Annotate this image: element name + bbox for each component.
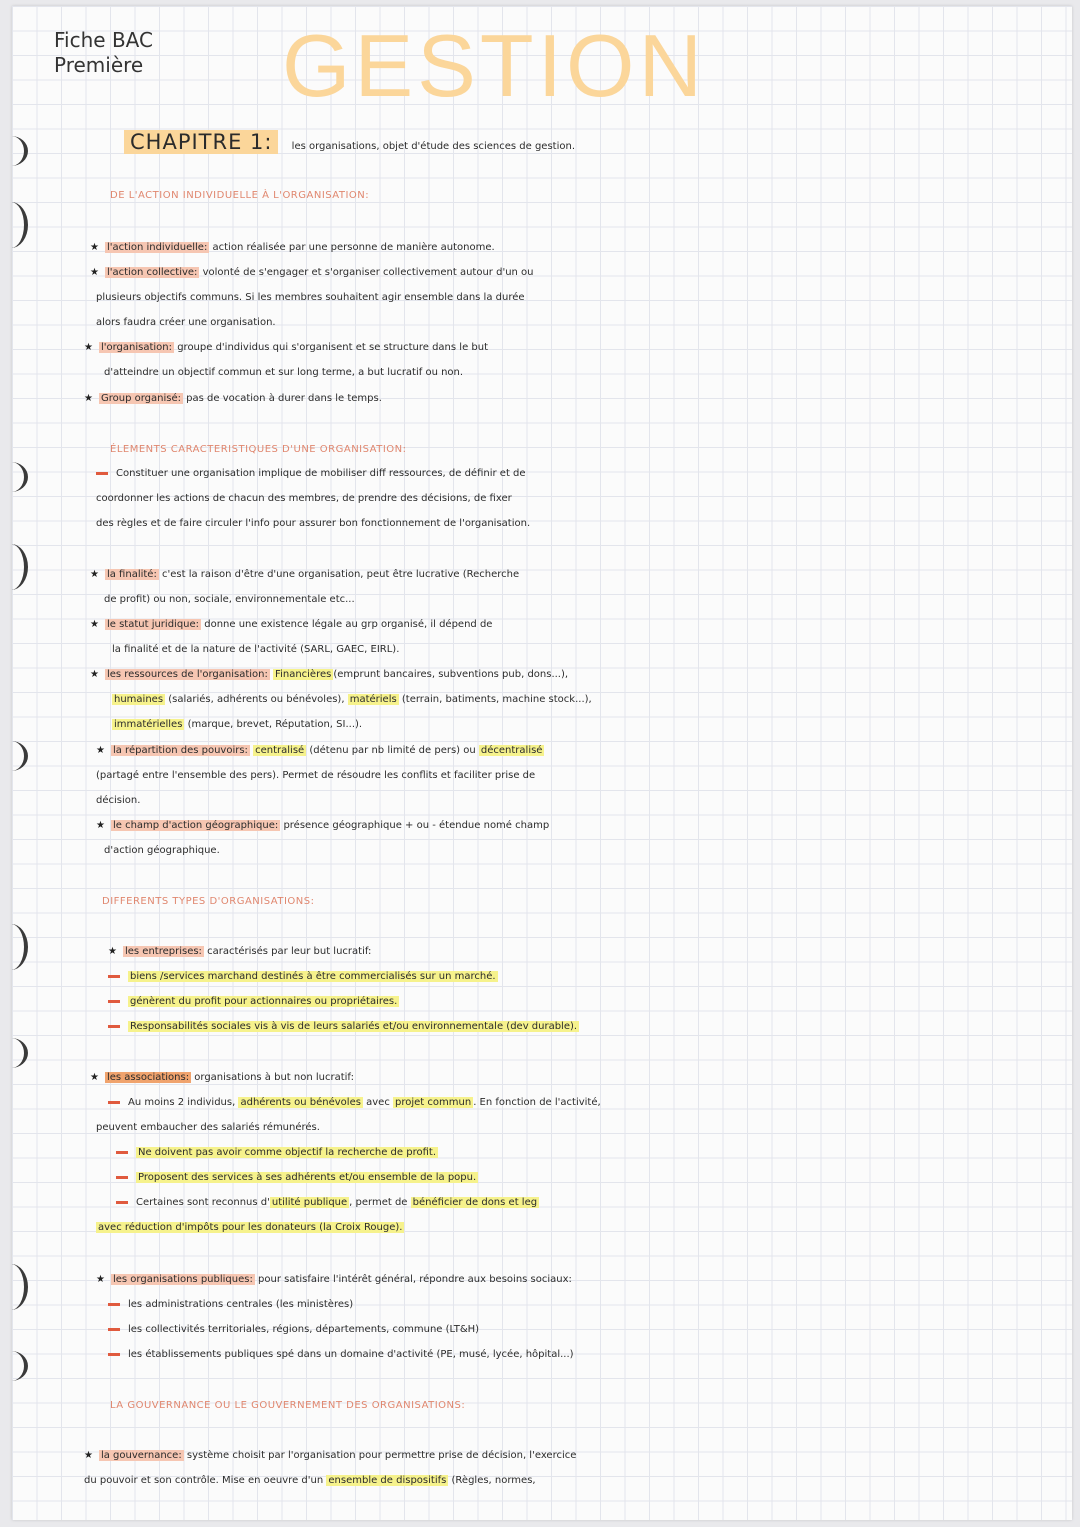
line-text: Au moins 2 individus, bbox=[128, 1097, 236, 1108]
binder-hole bbox=[12, 1038, 28, 1068]
binder-hole bbox=[12, 1264, 28, 1310]
text-line bbox=[96, 462, 1072, 486]
line-text: (détenu par nb limité de pers) ou bbox=[309, 745, 476, 756]
text-line bbox=[90, 236, 1072, 260]
chapter-line bbox=[124, 130, 1072, 159]
dash-bullet-icon bbox=[96, 472, 108, 475]
highlight: utilité publique bbox=[271, 1197, 348, 1208]
binder-hole bbox=[12, 1351, 28, 1381]
definition: système choisit par l'organisation pour permettre prise de décision, l'exercice bbox=[186, 1450, 577, 1461]
line-text: , permet de bbox=[349, 1197, 408, 1208]
term: l'action collective: bbox=[106, 267, 198, 278]
term: les ressources de l'organisation: bbox=[106, 669, 268, 680]
definition: pour satisfaire l'intérêt général, répondre aux besoins sociaux: bbox=[258, 1274, 572, 1285]
term: le statut juridique: bbox=[106, 619, 200, 630]
section-heading: DE L'ACTION INDIVIDUELLE À L'ORGANISATION: bbox=[110, 190, 370, 201]
binder-hole bbox=[12, 136, 28, 166]
definition: volonté de s'engager et s'organiser collectivement autour d'un ou bbox=[202, 267, 534, 278]
text-line bbox=[96, 1268, 1072, 1292]
chapter-title: les organisations, objet d'étude des sciences de gestion. bbox=[291, 141, 576, 152]
line-text: Responsabilités sociales vis à vis de leurs salariés et/ou environnementale (dev durable). bbox=[130, 1021, 578, 1032]
dash-bullet-icon bbox=[116, 1201, 128, 1204]
page-title: GESTION bbox=[282, 16, 707, 115]
dash-bullet-icon bbox=[108, 1025, 120, 1028]
power-type: décentralisé bbox=[480, 745, 543, 756]
line-text: . En fonction de l'activité, bbox=[473, 1097, 601, 1108]
line-text: avec réduction d'impôts pour les donateurs (la Croix Rouge). bbox=[98, 1222, 403, 1233]
line-text: (terrain, batiments, machine stock...), bbox=[401, 694, 592, 705]
text-line bbox=[84, 1469, 1072, 1493]
term: les organisations publiques: bbox=[112, 1274, 253, 1285]
text-line: d'action géographique. bbox=[104, 845, 220, 856]
line-text: les administrations centrales (les ministères) bbox=[128, 1299, 354, 1310]
star-icon: ★ bbox=[90, 619, 99, 630]
text-line: des règles et de faire circuler l'info pour assurer bon fonctionnement de l'organisation. bbox=[96, 518, 531, 529]
text-line bbox=[84, 336, 1072, 360]
text-line bbox=[116, 1166, 1072, 1190]
line-text: génèrent du profit pour actionnaires ou propriétaires. bbox=[130, 996, 398, 1007]
definition: c'est la raison d'être d'une organisation, peut être lucrative (Recherche bbox=[162, 569, 520, 580]
highlight: bénéficier de dons et leg bbox=[412, 1197, 538, 1208]
line-text: biens /services marchand destinés à être commercialisés sur un marché. bbox=[130, 971, 496, 982]
text-line bbox=[90, 1066, 1072, 1090]
text-line: alors faudra créer une organisation. bbox=[96, 317, 276, 328]
definition: organisations à but non lucratif: bbox=[194, 1072, 354, 1083]
text-line bbox=[90, 261, 1072, 285]
text-line bbox=[84, 1444, 1072, 1468]
text-line bbox=[108, 1293, 1072, 1317]
binder-hole bbox=[12, 202, 28, 248]
term: l'action individuelle: bbox=[106, 242, 208, 253]
section-heading: LA GOUVERNANCE OU LE GOUVERNEMENT DES ORGANISATIONS: bbox=[110, 1400, 466, 1411]
text-line bbox=[96, 1216, 1072, 1240]
text-line bbox=[116, 1191, 1072, 1215]
text-line: la finalité et de la nature de l'activité (SARL, GAEC, EIRL). bbox=[112, 644, 400, 655]
star-icon: ★ bbox=[90, 267, 99, 278]
chapter-label: CHAPITRE 1: bbox=[124, 130, 278, 154]
star-icon: ★ bbox=[96, 1274, 105, 1285]
resource-type: matériels bbox=[349, 694, 397, 705]
term: les associations: bbox=[106, 1072, 190, 1083]
text-line bbox=[112, 713, 1072, 737]
term: la répartition des pouvoirs: bbox=[112, 745, 248, 756]
line-text: (Règles, normes, bbox=[451, 1475, 536, 1486]
star-icon: ★ bbox=[90, 669, 99, 680]
text-line: coordonner les actions de chacun des membres, de prendre des décisions, de fixer bbox=[96, 493, 512, 504]
text-line bbox=[108, 965, 1072, 989]
line-text: Ne doivent pas avoir comme objectif la recherche de profit. bbox=[138, 1147, 436, 1158]
text-line bbox=[108, 990, 1072, 1014]
binder-hole bbox=[12, 462, 28, 492]
text-line: de profit) ou non, sociale, environnementale etc... bbox=[104, 594, 355, 605]
dash-bullet-icon bbox=[108, 975, 120, 978]
line-text: avec bbox=[366, 1097, 390, 1108]
line-text: les établissements publiques spé dans un domaine d'activité (PE, musé, lycée, hôpital...) bbox=[128, 1349, 574, 1360]
text-line bbox=[108, 1343, 1072, 1367]
term: la finalité: bbox=[106, 569, 157, 580]
text-line bbox=[108, 1091, 1072, 1115]
term: l'organisation: bbox=[100, 342, 173, 353]
dash-bullet-icon bbox=[116, 1176, 128, 1179]
binder-hole bbox=[12, 924, 28, 970]
text-line: (partagé entre l'ensemble des pers). Permet de résoudre les conflits et faciliter prise de bbox=[96, 770, 536, 781]
resource-type: Financières bbox=[275, 669, 332, 680]
section-heading: ÉLEMENTS CARACTERISTIQUES D'UNE ORGANISATION: bbox=[110, 444, 407, 455]
term: le champ d'action géographique: bbox=[112, 820, 279, 831]
highlight: ensemble de dispositifs bbox=[328, 1475, 447, 1486]
line-text: Proposent des services à ses adhérents et/ou ensemble de la popu. bbox=[138, 1172, 477, 1183]
star-icon: ★ bbox=[96, 820, 105, 831]
text-line: plusieurs objectifs communs. Si les membres souhaitent agir ensemble dans la durée bbox=[96, 292, 525, 303]
header-line-1: Fiche BAC bbox=[54, 28, 153, 52]
page-header bbox=[54, 28, 153, 78]
line-text: Certaines sont reconnus d' bbox=[136, 1197, 270, 1208]
dash-bullet-icon bbox=[108, 1303, 120, 1306]
star-icon: ★ bbox=[90, 1072, 99, 1083]
line-text: les collectivités territoriales, régions, départements, commune (LT&H) bbox=[128, 1324, 480, 1335]
dash-bullet-icon bbox=[108, 1328, 120, 1331]
binder-hole bbox=[12, 741, 28, 771]
star-icon: ★ bbox=[90, 569, 99, 580]
line-text: du pouvoir et son contrôle. Mise en oeuvre d'un bbox=[84, 1475, 324, 1486]
power-type: centralisé bbox=[255, 745, 305, 756]
star-icon: ★ bbox=[90, 242, 99, 253]
line-text: (marque, brevet, Réputation, SI...). bbox=[187, 719, 363, 730]
text-line bbox=[96, 814, 1072, 838]
definition: action réalisée par une personne de manière autonome. bbox=[212, 242, 495, 253]
definition: présence géographique + ou - étendue nomé champ bbox=[283, 820, 550, 831]
dash-bullet-icon bbox=[108, 1000, 120, 1003]
term: Group organisé: bbox=[100, 393, 181, 404]
term: la gouvernance: bbox=[100, 1450, 182, 1461]
definition: pas de vocation à durer dans le temps. bbox=[186, 393, 382, 404]
line-text: Constituer une organisation implique de mobiliser diff ressources, de définir et de bbox=[116, 468, 526, 479]
text-line bbox=[108, 1318, 1072, 1342]
highlight: adhérents ou bénévoles bbox=[240, 1097, 361, 1108]
text-line bbox=[90, 563, 1072, 587]
star-icon: ★ bbox=[108, 946, 117, 957]
dash-bullet-icon bbox=[116, 1151, 128, 1154]
binder-hole bbox=[12, 544, 28, 590]
highlight: projet commun bbox=[395, 1097, 472, 1108]
header-line-2: Première bbox=[54, 53, 144, 77]
star-icon: ★ bbox=[96, 745, 105, 756]
resource-type: humaines bbox=[114, 694, 164, 705]
text-line: peuvent embaucher des salariés rémunérés. bbox=[96, 1122, 320, 1133]
note-page bbox=[12, 6, 1072, 1520]
text-line bbox=[90, 663, 1072, 687]
text-line bbox=[90, 613, 1072, 637]
text-line bbox=[112, 688, 1072, 712]
line-text: (salariés, adhérents ou bénévoles), bbox=[168, 694, 345, 705]
star-icon: ★ bbox=[84, 393, 93, 404]
definition: (emprunt bancaires, subventions pub, dons...), bbox=[333, 669, 569, 680]
star-icon: ★ bbox=[84, 1450, 93, 1461]
text-line bbox=[116, 1141, 1072, 1165]
text-line bbox=[108, 940, 1072, 964]
definition: caractérisés par leur but lucratif: bbox=[207, 946, 372, 957]
section-heading: DIFFERENTS TYPES D'ORGANISATIONS: bbox=[102, 896, 315, 907]
text-line bbox=[84, 387, 1072, 411]
dash-bullet-icon bbox=[108, 1101, 120, 1104]
definition: groupe d'individus qui s'organisent et se structure dans le but bbox=[177, 342, 489, 353]
term: les entreprises: bbox=[124, 946, 202, 957]
text-line: décision. bbox=[96, 795, 141, 806]
star-icon: ★ bbox=[84, 342, 93, 353]
resource-type: immatérielles bbox=[114, 719, 183, 730]
text-line: d'atteindre un objectif commun et sur long terme, a but lucratif ou non. bbox=[104, 367, 464, 378]
definition: donne une existence légale au grp organisé, il dépend de bbox=[204, 619, 493, 630]
text-line bbox=[108, 1015, 1072, 1039]
text-line bbox=[96, 739, 1072, 763]
dash-bullet-icon bbox=[108, 1353, 120, 1356]
